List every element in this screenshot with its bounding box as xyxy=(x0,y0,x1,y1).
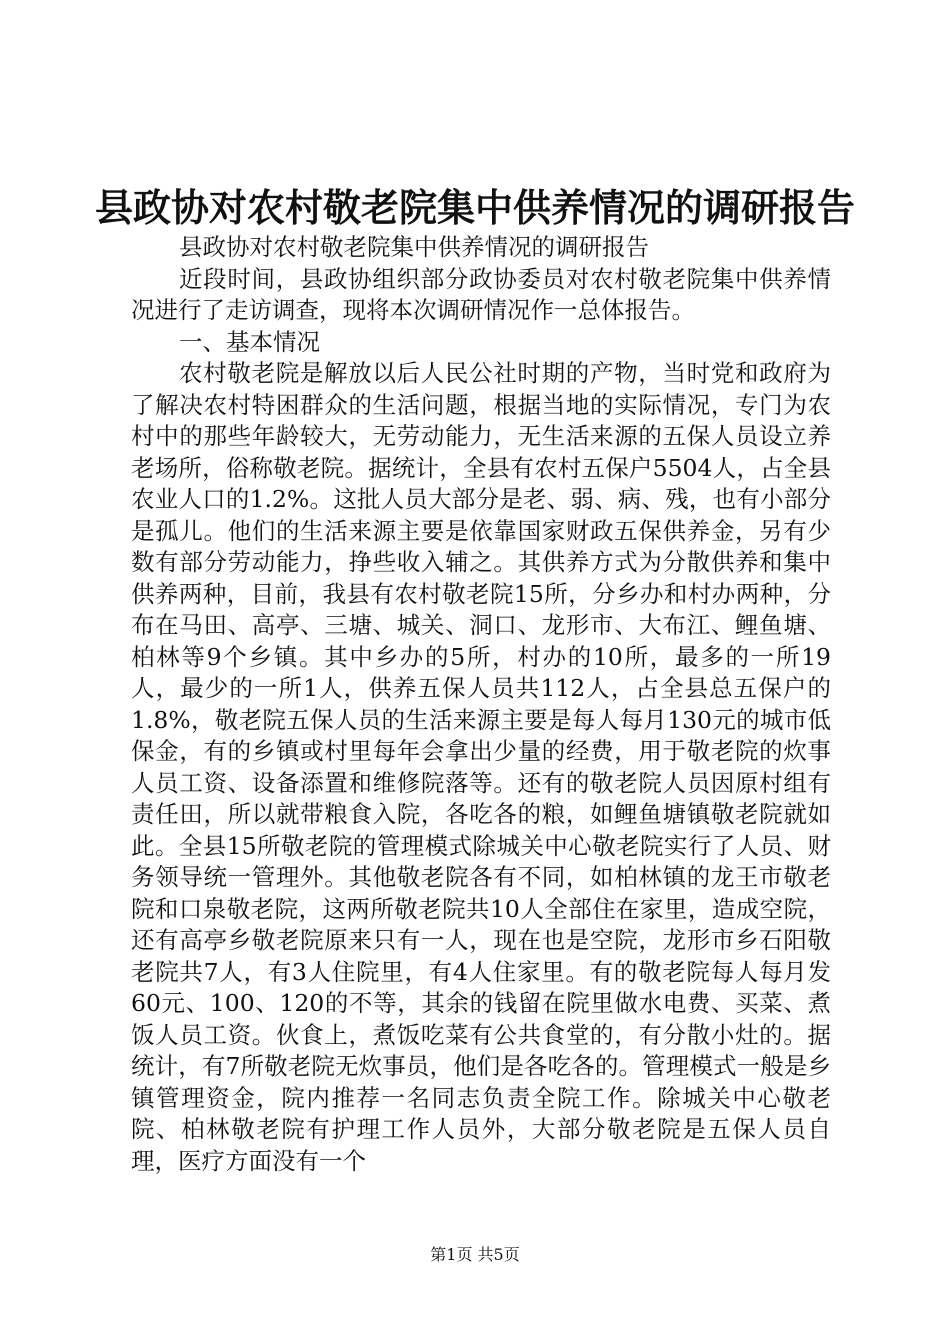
section-heading: 一、基本情况 xyxy=(179,327,320,356)
body-paragraph: 农村敬老院是解放以后人民公社时期的产物，当时党和政府为了解决农村特困群众的生活问题，根据当地的实际情况，专门为农村中的那些年龄较大，无劳动能力，无生活来源的五保人员设立养老场所，俗称敬老院。据统计，全县有农村五保户5504人，占全县农业人口的1.2%。这批人员大部分是老、弱、病、残，也有小部分是孤儿。他们的生活来源主要是依靠国家财政五保供养金，另有少数有部分劳动能力，挣些收入辅之。其供养方式为分散供养和集中供养两种，目前，我县有农村敬老院15所，分乡办和村办两种，分布在马田、高亭、三塘、城关、洞口、龙形市、大布江、鲤鱼塘、柏林等9个乡镇。其中乡办的5所，村办的10所，最多的一所19人，最少的一所1人，供养五保人员共112人，占全县总五保户的1.8%，敬老院五保人员的生活来源主要是每人每月130元的城市低保金，有的乡镇或村里每年会拿出少量的经费，用于敬老院的炊事人员工资、设备添置和维修院落等。还有的敬老院人员因原村组有责任田，所以就带粮食入院，各吃各的粮，如鲤鱼塘镇敬老院就如此。全县15所敬老院的管理模式除城关中心敬老院实行了人员、财务领导统一管理外。其他敬老院各有不同，如柏林镇的龙王市敬老院和口泉敬老院，这两所敬老院共10人全部住在家里，造成空院，还有高亭乡敬老院原来只有一人，现在也是空院，龙形市乡石阳敬老院共7人，有3人住院里，有4人住家里。有的敬老院每人每月发60元、100、120的不等，其余的钱留在院里做水电费、买菜、煮饭人员工资。伙食上，煮饭吃菜有公共食堂的，有分散小灶的。据统计，有7所敬老院无炊事员，他们是各吃各的。管理模式一般是乡镇管理资金，院内推荐一名同志负责全院工作。除城关中心敬老院、柏林敬老院有护理工作人员外，大部分敬老院是五保人员自理，医疗方面没有一个 xyxy=(131,359,831,1175)
subtitle-paragraph: 县政协对农村敬老院集中供养情况的调研报告 xyxy=(179,233,649,261)
page-footer: 第1页 共5页 xyxy=(430,1245,520,1264)
document-body xyxy=(131,232,831,1177)
document-title: 县政协对农村敬老院集中供养情况的调研报告 xyxy=(94,185,855,230)
intro-paragraph: 近段时间，县政协组织部分政协委员对农村敬老院集中供养情况进行了走访调查，现将本次调研情况作一总体报告。 xyxy=(131,264,831,324)
